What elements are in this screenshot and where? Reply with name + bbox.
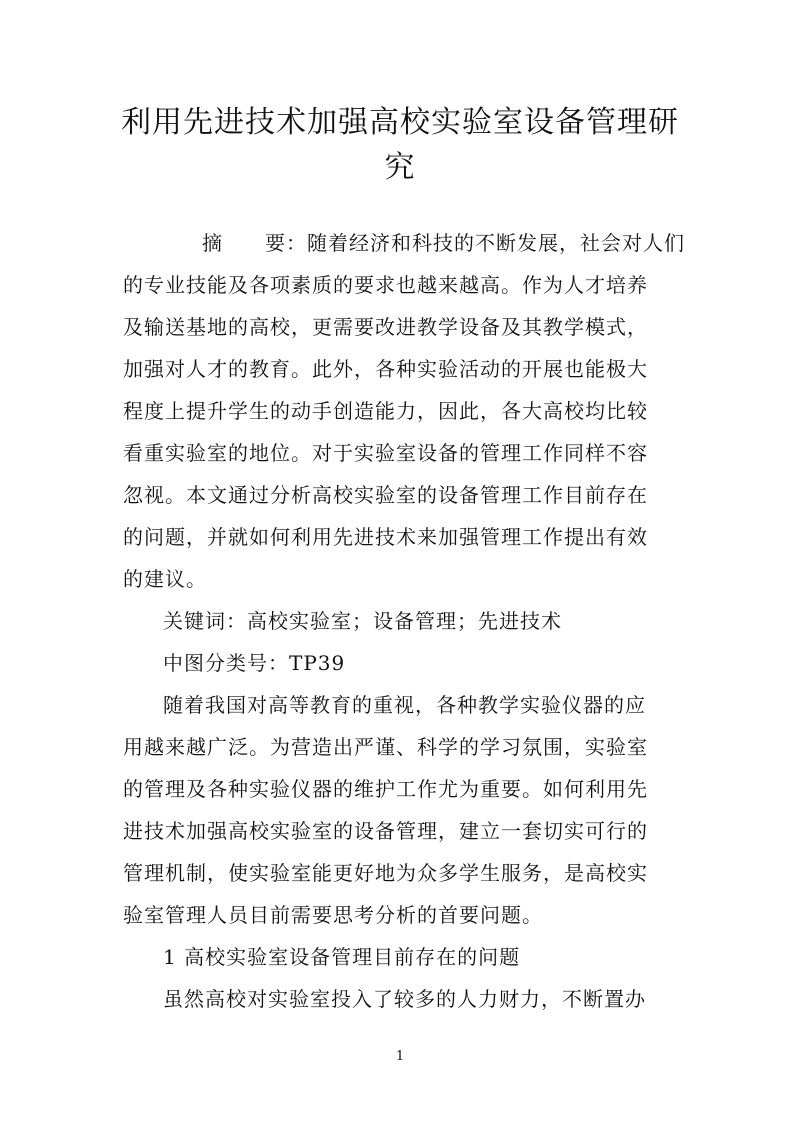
page-number: 1 [395,1049,405,1064]
abstract-line-4: 加强对人才的教育。此外，各种实验活动的开展也能极大 [123,357,648,381]
intro-line-1: 随着我国对高等教育的重视，各种教学实验仪器的应 [163,693,646,717]
abstract-line-3: 及输送基地的高校，更需要改进教学设备及其教学模式， [123,315,648,339]
section-1-paragraph-line-1: 虽然高校对实验室投入了较多的人力财力，不断置办 [163,987,646,1011]
abstract-line-5: 程度上提升学生的动手创造能力，因此，各大高校均比较 [123,399,648,423]
intro-line-2: 用越来越广泛。为营造出严谨、科学的学习氛围，实验室 [123,735,648,759]
document-title-line-1: 利用先进技术加强高校实验室设备管理研 [121,105,679,140]
abstract-line-8: 的问题，并就如何利用先进技术来加强管理工作提出有效 [123,525,648,549]
intro-line-4: 进技术加强高校实验室的设备管理，建立一套切实可行的 [123,819,648,843]
abstract-line-9: 的建议。 [123,567,207,591]
abstract-line-1: 摘 要：随着经济和科技的不断发展，社会对人们 [202,231,685,255]
intro-line-3: 的管理及各种实验仪器的维护工作尤为重要。如何利用先 [123,777,648,801]
classification-line: 中图分类号：TP39 [163,651,346,675]
abstract-line-7: 忽视。本文通过分析高校实验室的设备管理工作目前存在 [123,483,648,507]
abstract-line-2: 的专业技能及各项素质的要求也越来越高。作为人才培养 [123,273,648,297]
intro-line-5: 管理机制，使实验室能更好地为众多学生服务，是高校实 [123,861,648,885]
intro-line-6: 验室管理人员目前需要思考分析的首要问题。 [123,903,543,927]
section-1-heading: 1 高校实验室设备管理目前存在的问题 [163,945,521,969]
keywords-line: 关键词：高校实验室；设备管理；先进技术 [163,609,562,633]
abstract-line-6: 看重实验室的地位。对于实验室设备的管理工作同样不容 [123,441,648,465]
document-title-line-2: 究 [384,150,416,185]
